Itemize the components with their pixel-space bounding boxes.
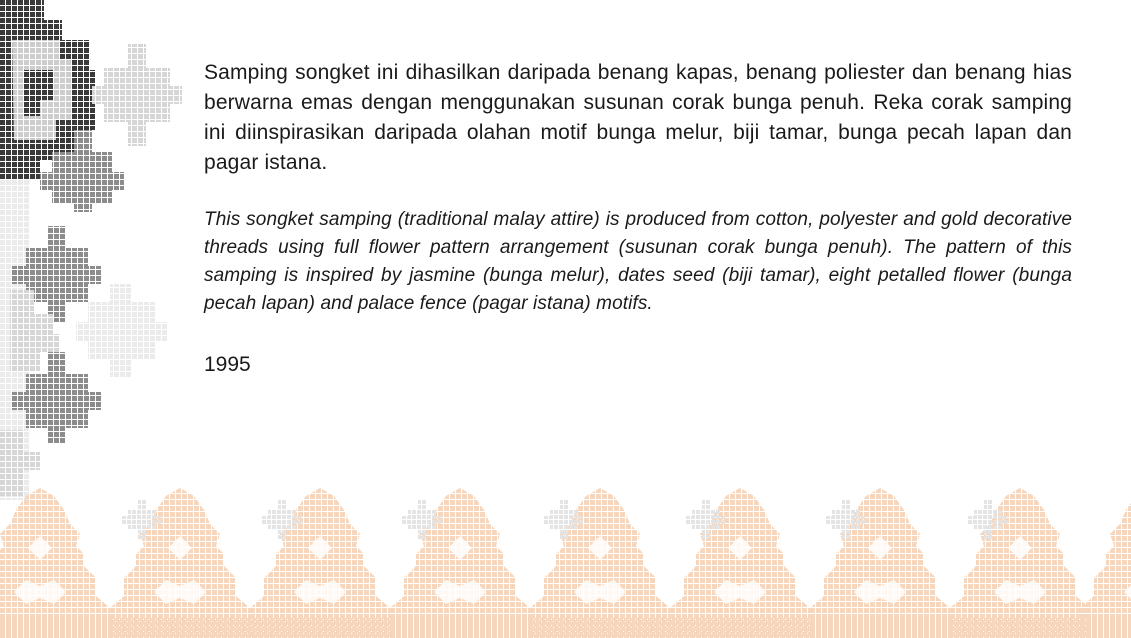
tree-motif-1 [0, 488, 110, 638]
tree-motif-9 [1080, 488, 1131, 638]
tree-motif-8 [950, 488, 1090, 638]
faint-flower-right [76, 284, 168, 378]
malay-description: Samping songket ini dihasilkan daripada benang kapas, benang poliester dan benang hias berwarna emas dengan menggunakan susunan corak bunga penuh. Reka corak samping ini diinspirasikan daripada olahan motif bunga melur, biji tamar, bunga pecah lapan dan pagar istana. [204, 61, 1072, 174]
year-label: 1995 [204, 353, 251, 376]
tree-motif-7 [810, 488, 950, 638]
bottom-songket-border [0, 478, 1131, 638]
description-block [204, 58, 1072, 380]
light-flower-top-right [92, 44, 182, 146]
tree-motif-6 [670, 488, 810, 638]
left-songket-pattern [0, 0, 200, 500]
english-description: This songket samping (traditional malay attire) is produced from cotton, polyester and gold decorative threads using full flower pattern arrangement (susunan corak bunga penuh). The pattern of this samping is inspired by jasmine (bunga melur), dates seed (biji tamar), eight petalled flower (bunga pecah lapan) and palace fence (pagar istana) motifs. [204, 209, 1072, 314]
